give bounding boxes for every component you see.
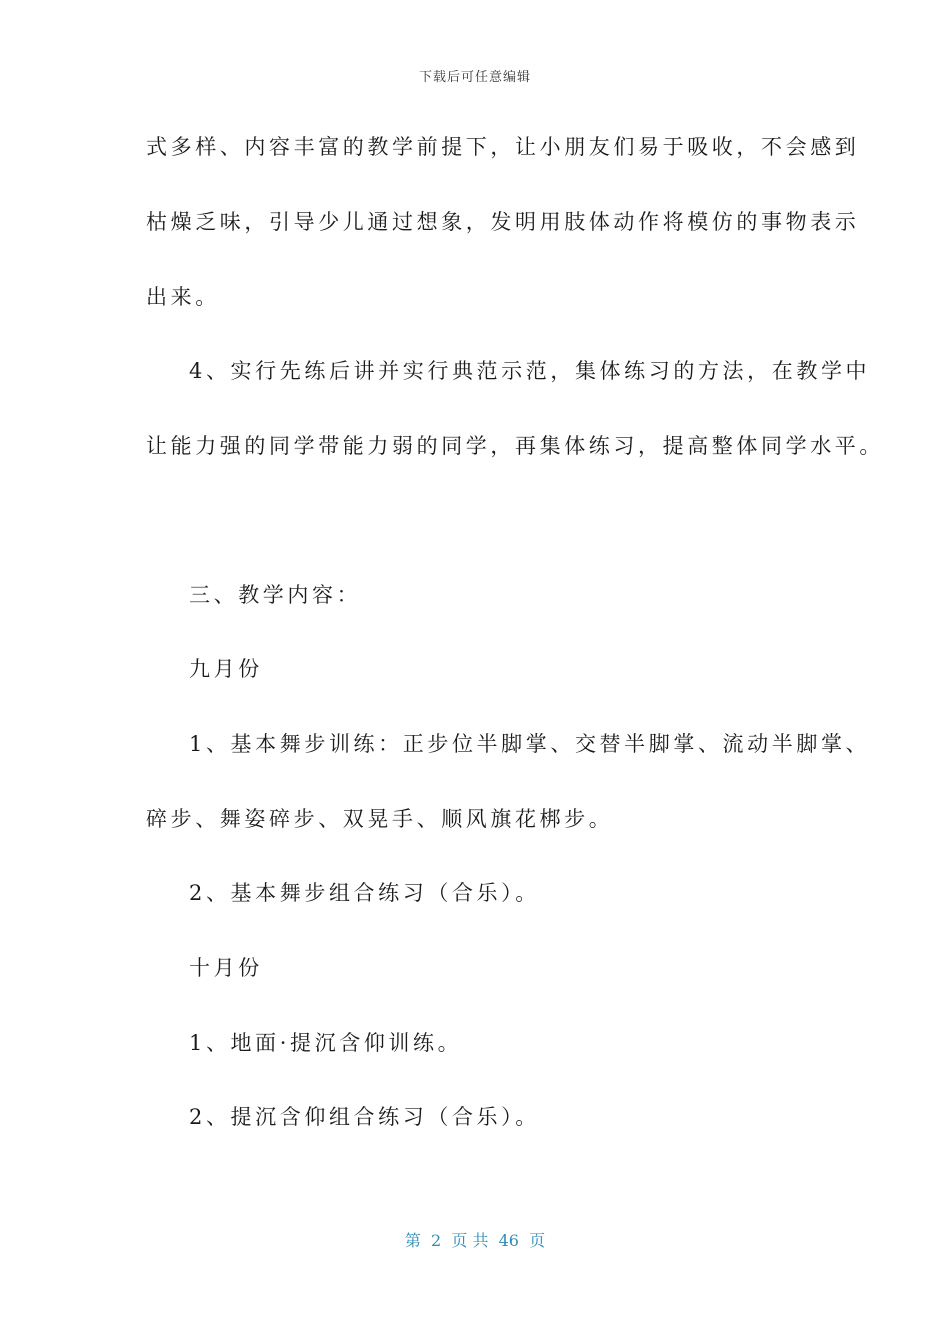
body-line-5: 让能力强的同学带能力弱的同学，再集体练习，提高整体同学水平。 <box>146 434 884 458</box>
section-heading: 三、教学内容： <box>189 583 362 607</box>
body-line-4: 4、实行先练后讲并实行典范示范，集体练习的方法，在教学中 <box>189 359 871 383</box>
body-line-9: 碎步、舞姿碎步、双晃手、顺风旗花梆步。 <box>146 807 614 831</box>
body-line-2: 枯燥乏味，引导少儿通过想象，发明用肢体动作将模仿的事物表示 <box>146 210 860 234</box>
body-line-3: 出来。 <box>146 285 220 309</box>
body-line-10: 2、基本舞步组合练习（合乐）。 <box>189 881 540 905</box>
body-line-8: 1、基本舞步训练：正步位半脚掌、交替半脚掌、流动半脚掌、 <box>189 732 871 756</box>
body-line-12: 1、地面·提沉含仰训练。 <box>189 1031 463 1055</box>
body-line-1: 式多样、内容丰富的教学前提下，让小朋友们易于吸收，不会感到 <box>146 135 860 159</box>
page-header: 下载后可任意编辑 <box>418 70 531 85</box>
page-number-footer: 第 2 页 共 46 页 <box>404 1231 546 1250</box>
body-line-13: 2、提沉含仰组合练习（合乐）。 <box>189 1105 540 1129</box>
month-heading-september: 九月份 <box>189 657 263 681</box>
month-heading-october: 十月份 <box>189 956 263 980</box>
